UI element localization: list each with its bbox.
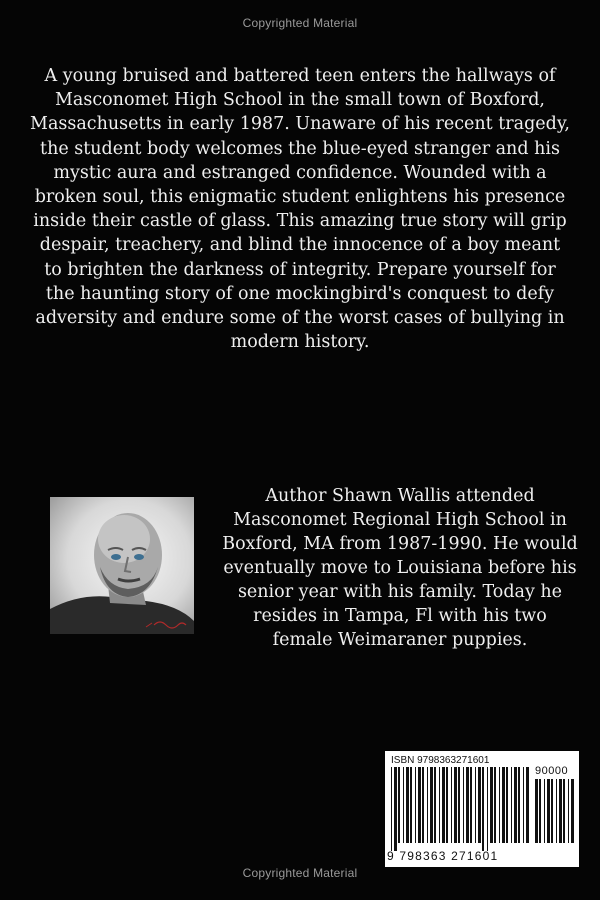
price-code: 90000	[535, 765, 569, 777]
author-bio: Author Shawn Wallis attended Masconomet Regional High School in Boxford, MA from 1987-1990. He would eventually move to Louisiana before his senior year with his family. Today he resides in Tampa, Fl with his two female Weimaraner puppies.	[222, 486, 578, 650]
author-photo	[50, 497, 194, 634]
back-cover-blurb: A young bruised and battered teen enters the hallways of Masconomet High School in the small town of Boxford, Massachusetts in early 1987. Unaware of his recent tragedy, the student body welcomes the blue-eyed stranger and his mystic aura and estranged confidence. Wounded with a broken soul, this enigmatic student enlightens his presence inside their castle of glass. This amazing true story will grip despair, treachery, and blind the innocence of a boy meant to brighten the darkness of integrity. Prepare yourself for the haunting story of one mockingbird's conquest to defy adversity and endure some of the worst cases of bullying in modern history.	[30, 66, 570, 353]
barcode-bars	[391, 767, 531, 851]
isbn-label: ISBN 9798363271601	[391, 755, 490, 766]
watermark-bottom: Copyrighted Material	[242, 866, 358, 880]
isbn-barcode	[385, 751, 579, 867]
barcode-addon-bars	[535, 779, 575, 851]
author-portrait-image	[50, 497, 194, 634]
barcode-digits: 9 798363 271601	[387, 849, 499, 863]
watermark-top: Copyrighted Material	[242, 16, 358, 30]
